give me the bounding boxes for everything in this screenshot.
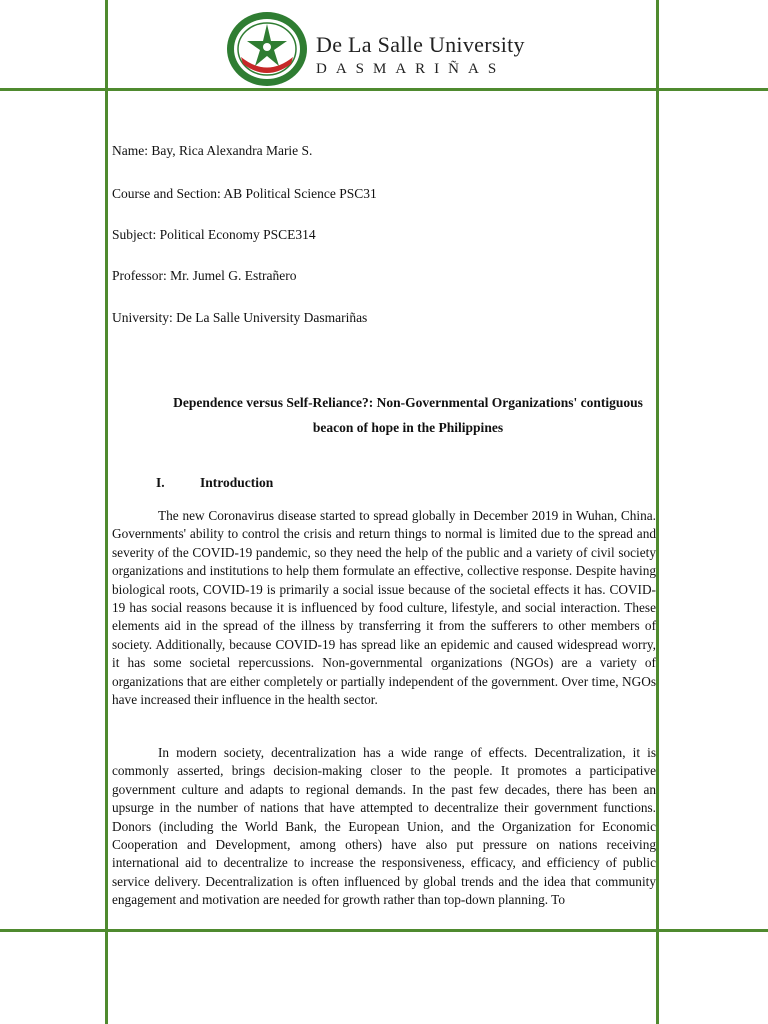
section-number: I. [156,475,165,490]
university-name: De La Salle University [316,32,525,57]
border-bottom [0,929,768,932]
border-top [0,88,768,91]
border-right [656,0,659,1024]
university-line: University: De La Salle University Dasmariñas [112,310,368,325]
university-header [225,8,545,88]
paper-title-line-2: beacon of hope in the Philippines [312,420,504,435]
course-section: Course and Section: AB Political Science PSC31 [112,186,377,201]
paragraph-1: The new Coronavirus disease started to spread globally in December 2019 in Wuhan, China. Governments' ability to control the crisis and return things to normal is limited due to the spread and severity of the COVID-19 pandemic, so they need the help of the public and a variety of civil society organizations and institutions to help them formulate an effective, collective response. Despite having biological roots, COVID-19 is primarily a social issue because of the societal effects it has. COVID-19 has social reasons because it is influenced by food culture, lifestyle, and social interaction. These elements aid in the spread of the illness by transferring it from the sufferers to other members of society. Additionally, because COVID-19 has spread like an epidemic and caused widespread worry, it has some societal repercussions. Non-governmental organizations (NGOs) are a variety of organizations that are either completely or partially independent of the government. Over time, NGOs have increased their influence in the health sector. [112,508,656,708]
section-heading: Introduction [200,475,274,490]
border-left [105,0,108,1024]
paper-title-line-1: Dependence versus Self-Reliance?: Non-Governmental Organizations' contiguous [173,395,643,410]
paper-title [112,390,704,440]
professor: Professor: Mr. Jumel G. Estrañero [112,268,297,283]
student-name: Name: Bay, Rica Alexandra Marie S. [112,143,313,158]
university-seal-icon [225,10,309,88]
paragraph-2: In modern society, decentralization has a wide range of effects. Decentralization, it is commonly asserted, brings decision-making closer to the people. It promotes a participative government culture and adapts to regional demands. In the past few decades, there has been an upsurge in the number of nations that have attempted to decentralize their government functions. Donors (including the World Bank, the European Union, and the Organization for Economic Cooperation and Development, among others) have also put pressure on nations receiving international aid to decentralize to increase the responsiveness, efficacy, and efficiency of public service delivery. Decentralization is often influenced by global trends and the idea that community engagement and motivation are needed for growth rather than top-down planning. To [112,745,656,908]
subject: Subject: Political Economy PSCE314 [112,227,316,242]
university-campus: DASMARIÑAS [316,61,506,77]
